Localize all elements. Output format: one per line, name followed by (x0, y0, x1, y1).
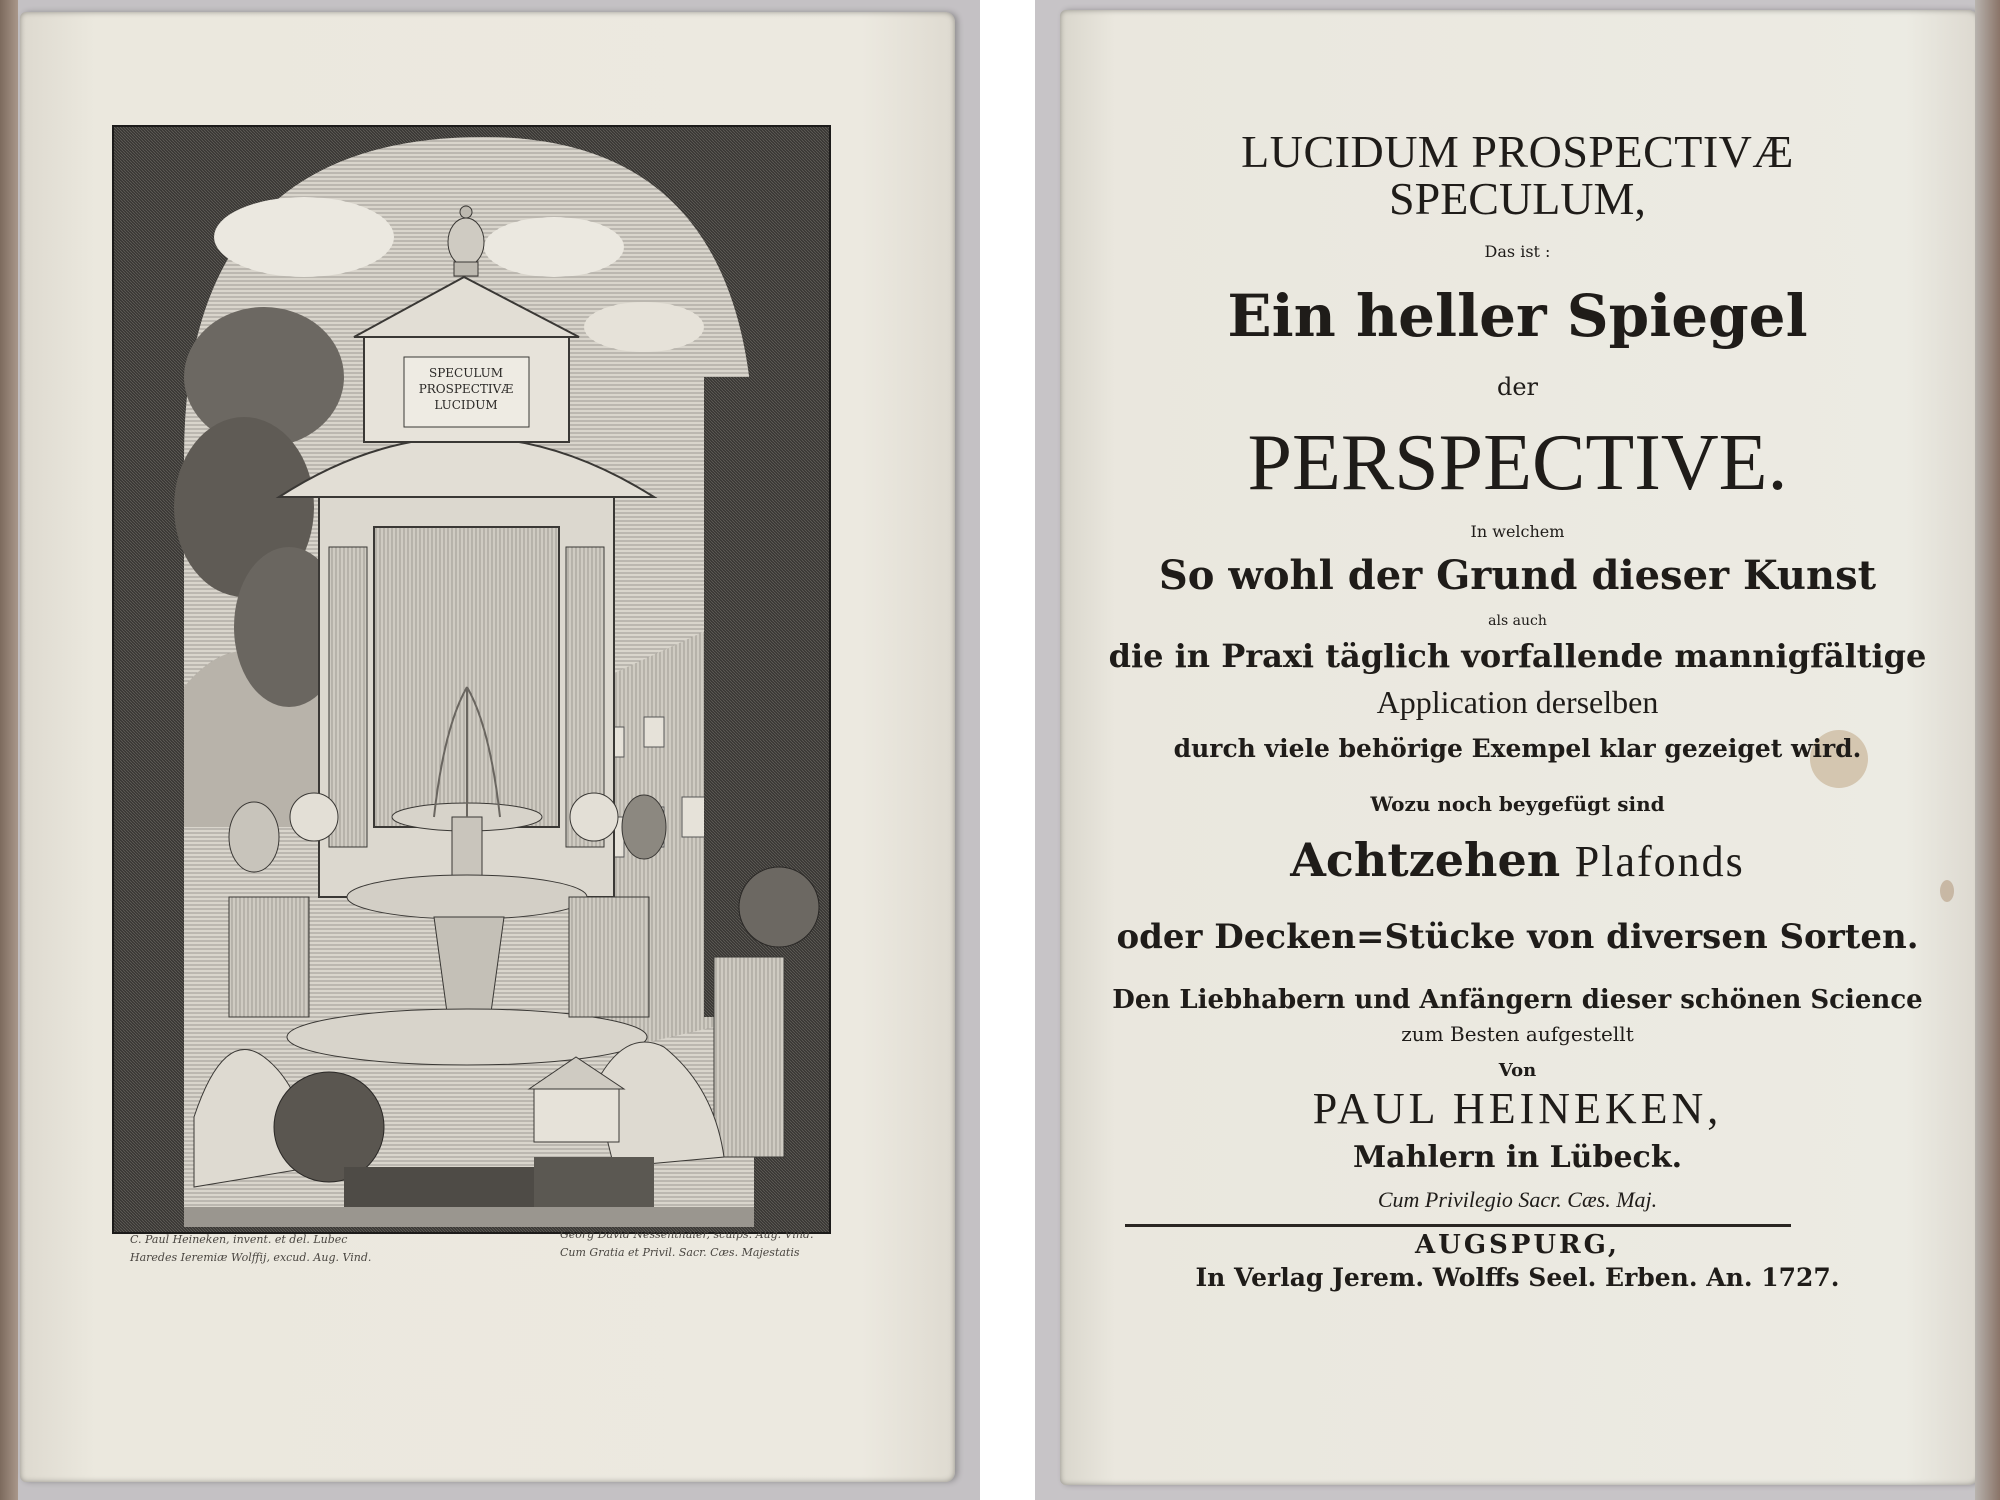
credit-left-2: Haredes Ieremiæ Wolffij, excud. Aug. Vind. (130, 1251, 372, 1264)
title-line-10: die in Praxi täglich vorfallende mannigfältige (1108, 637, 1927, 675)
credit-left-1: C. Paul Heineken, invent. et del. Lubec (130, 1233, 348, 1246)
title-line-13: Wozu noch beygefügt sind (1370, 792, 1665, 816)
title-line-16: Den Liebhabern und Anfängern dieser schönen Science (1112, 985, 1923, 1015)
title-line-14 (1035, 833, 2000, 887)
title-page-photo (1035, 0, 2000, 1500)
frontispiece-engraving (112, 125, 831, 1234)
title-line-20: Mahlern in Lübeck. (1352, 1140, 1683, 1175)
book-spine (0, 0, 18, 1500)
title-line-21: Cum Privilegio Sacr. Cæs. Maj. (1377, 1187, 1658, 1212)
title-line-8: So wohl der Grund dieser Kunst (1158, 552, 1877, 599)
panel-inscription-line2: PROSPECTIVÆ (418, 382, 514, 396)
credit-right-2: Cum Gratia et Privil. Sacr. Cæs. Majestatis (560, 1246, 800, 1259)
title-line-11: Application derselben (1376, 684, 1659, 720)
title-line-9: als auch (1488, 613, 1547, 629)
title-line-14b: Plafonds (1574, 837, 1745, 886)
title-line-12: durch viele behörige Exempel klar gezeiget wird. (1173, 734, 1862, 763)
frontispiece-photo (0, 0, 980, 1500)
title-line-3: Das ist : (1484, 242, 1551, 261)
title-line-17: zum Besten aufgestellt (1401, 1022, 1634, 1046)
panel-inscription-line3: LUCIDUM (434, 398, 498, 412)
photo-divider (980, 0, 1035, 1500)
title-rule (1125, 1224, 1791, 1227)
credit-right-1: Georg David Nessenthaler, sculps. Aug. Vind. (560, 1228, 814, 1241)
title-line-1: LUCIDUM PROSPECTIVÆ (1241, 126, 1794, 177)
title-line-19: PAUL HEINEKEN, (1312, 1084, 1723, 1133)
panel-inscription-line1: SPECULUM (428, 366, 504, 380)
title-line-14a: Achtzehen (1290, 833, 1561, 887)
title-line-15: oder Decken=Stücke von diversen Sorten. (1116, 917, 1919, 957)
title-line-6: PERSPECTIVE. (1247, 419, 1788, 507)
title-line-23: In Verlag Jerem. Wolffs Seel. Erben. An. 1727. (1195, 1263, 1840, 1292)
title-line-7: In welchem (1470, 522, 1565, 541)
title-line-5: der (1496, 373, 1539, 401)
title-line-2: SPECULUM, (1389, 173, 1646, 224)
title-line-4: Ein heller Spiegel (1227, 282, 1808, 350)
title-line-22: AUGSPURG, (1415, 1230, 1620, 1260)
title-line-18: Von (1498, 1060, 1537, 1081)
